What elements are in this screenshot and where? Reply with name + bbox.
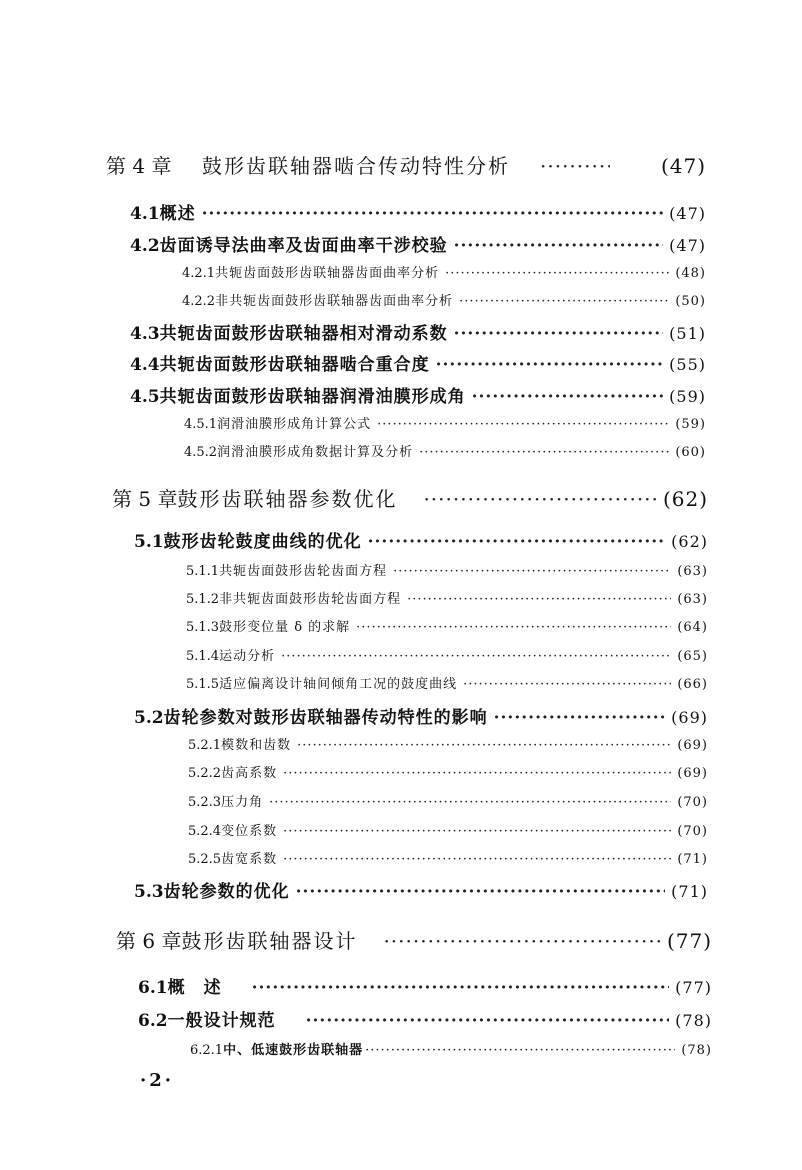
toc-title: 中、低速鼓形齿联轴器 (223, 1043, 364, 1058)
toc-leader-dots (269, 795, 671, 810)
toc-page: (59) (669, 387, 706, 406)
toc-subsection-row[interactable] (182, 290, 706, 309)
toc-label: 4.5 (130, 387, 160, 407)
toc-page: (66) (677, 677, 708, 692)
toc-label: 第 4 章 (106, 154, 172, 178)
toc-page: (63) (677, 564, 708, 579)
toc-leader-dots (283, 824, 671, 839)
toc-chapter-row[interactable] (106, 150, 706, 179)
toc-leader-dots (202, 204, 664, 224)
toc-title: 齿宽系数 (221, 852, 278, 867)
toc-section-row[interactable] (130, 350, 706, 375)
toc-label: 5.2.3 (188, 795, 222, 810)
toc-page: (78) (675, 1011, 712, 1030)
toc-section-row[interactable] (134, 877, 708, 902)
toc-leader-dots (368, 532, 666, 552)
toc-leader-dots (472, 387, 664, 407)
toc-page: (48) (675, 266, 706, 281)
toc-page: (69) (677, 738, 708, 753)
toc-title: 鼓形齿联轴器设计 (181, 929, 358, 953)
toc-subsection-row[interactable] (184, 413, 706, 432)
toc-subsection-row[interactable] (186, 673, 708, 692)
toc-subsection-row[interactable] (188, 848, 708, 867)
toc-label: 5.2 (134, 708, 164, 728)
toc-page: (47) (669, 236, 706, 255)
toc-section-row[interactable] (138, 973, 712, 998)
toc-label: 5.1.1 (186, 564, 220, 579)
toc-title: 齿轮参数的优化 (163, 882, 290, 902)
toc-page: (59) (675, 417, 706, 432)
toc-leader-dots (296, 882, 666, 902)
toc-title: 概述 (159, 204, 196, 224)
toc-title: 变位系数 (221, 824, 278, 839)
toc-title: 鼓形齿联轴器参数优化 (177, 487, 398, 511)
toc-leader-dots (459, 294, 669, 309)
toc-page: (69) (677, 766, 708, 781)
toc-title: 非共轭齿面鼓形齿轮齿面方程 (219, 592, 402, 607)
toc-leader-dots (393, 564, 671, 579)
toc-subsection-row[interactable] (188, 820, 708, 839)
toc-page: (60) (675, 445, 706, 460)
toc-title: 共轭齿面鼓形齿联轴器相对滑动系数 (159, 324, 448, 344)
toc-subsection-row[interactable] (184, 441, 706, 460)
toc-title: 适应偏离设计轴间倾角工况的鼓度曲线 (219, 677, 458, 692)
toc-label: 4.2 (130, 236, 160, 256)
toc-page: (70) (677, 795, 708, 810)
toc-label: 5.1.5 (186, 677, 220, 692)
toc-leader-dots (377, 417, 669, 432)
toc-label: 4.1 (130, 204, 160, 224)
toc-subsection-row[interactable] (186, 645, 708, 664)
toc-leader-dots (540, 154, 610, 178)
toc-title: 润滑油膜形成角计算公式 (217, 417, 372, 432)
page-number: ·2· (140, 1070, 175, 1091)
toc-label: 第 6 章 (116, 929, 182, 953)
toc-leader-dots (281, 649, 671, 664)
toc-chapter-row[interactable] (112, 483, 708, 512)
toc-section-row[interactable] (130, 382, 706, 407)
toc-title: 共轭齿面鼓形齿联轴器齿面曲率分析 (215, 266, 440, 281)
toc-subsection-row[interactable] (186, 616, 708, 635)
toc-subsection-row[interactable] (182, 262, 706, 281)
toc-leader-dots (436, 355, 664, 375)
toc-label: 第 5 章 (112, 487, 178, 511)
toc-chapter-row[interactable] (116, 925, 712, 954)
toc-leader-dots (306, 1011, 670, 1031)
toc-subsection-row[interactable] (188, 734, 708, 753)
toc-title: 共轭齿面鼓形齿轮齿面方程 (219, 564, 388, 579)
toc-label: 5.1.4 (186, 649, 220, 664)
toc-page: (70) (677, 824, 708, 839)
toc-page: (55) (669, 355, 706, 374)
toc-leader-dots (356, 620, 671, 635)
toc-title: 模数和齿数 (221, 738, 292, 753)
toc-page: (71) (671, 882, 708, 901)
toc-title: 一般设计规范 (167, 1011, 276, 1031)
toc-title: 齿高系数 (221, 766, 278, 781)
toc-leader-dots (297, 738, 671, 753)
toc-page: (50) (675, 294, 706, 309)
toc-label: 4.2.2 (182, 294, 216, 309)
toc-label: 5.1 (134, 532, 164, 552)
toc-label: 4.3 (130, 324, 160, 344)
toc-section-row[interactable] (134, 527, 708, 552)
toc-subsection-row[interactable] (188, 791, 708, 810)
toc-leader-dots (454, 236, 664, 256)
toc-leader-dots (283, 766, 671, 781)
toc-page: (63) (677, 592, 708, 607)
toc-leader-dots (463, 677, 671, 692)
toc-title: 鼓形齿联轴器啮合传动特性分析 (202, 154, 510, 178)
toc-page: (62) (662, 487, 708, 511)
toc-label: 6.1 (138, 978, 168, 998)
toc-label: 5.2.5 (188, 852, 222, 867)
toc-leader-dots (383, 929, 660, 953)
toc-label: 5.2.2 (188, 766, 222, 781)
toc-leader-dots (494, 708, 666, 728)
toc-page: (64) (677, 620, 708, 635)
toc-leader-dots (454, 324, 664, 344)
toc-label: 5.3 (134, 882, 164, 902)
toc-label: 6.2 (138, 1011, 168, 1031)
toc-title: 鼓形变位量 δ 的求解 (219, 620, 351, 635)
toc-page: (47) (669, 204, 706, 223)
toc-page: (78) (681, 1043, 712, 1058)
toc-label: 4.5.2 (184, 445, 218, 460)
toc-subsection-row[interactable] (188, 762, 708, 781)
toc-leader-dots (419, 445, 669, 460)
toc-label: 4.5.1 (184, 417, 218, 432)
toc-page: (65) (677, 649, 708, 664)
toc-leader-dots (252, 978, 670, 998)
toc-page: (77) (666, 929, 712, 953)
toc-leader-dots (283, 852, 671, 867)
toc-title: 鼓形齿轮鼓度曲线的优化 (163, 532, 362, 552)
toc-leader-dots (445, 266, 669, 281)
toc-subsection-row[interactable] (186, 560, 708, 579)
toc-label: 4.4 (130, 355, 160, 375)
toc-label: 5.2.1 (188, 738, 222, 753)
toc-label: 5.1.3 (186, 620, 220, 635)
toc-title: 齿面诱导法曲率及齿面曲率干涉校验 (159, 236, 448, 256)
toc-page: (71) (677, 852, 708, 867)
toc-title: 概 述 (167, 978, 222, 998)
toc-title: 共轭齿面鼓形齿联轴器润滑油膜形成角 (159, 387, 466, 407)
toc-section-row[interactable] (138, 1006, 712, 1031)
toc-title: 润滑油膜形成角数据计算及分析 (217, 445, 414, 460)
toc-page: (47) (660, 154, 706, 178)
toc-title: 非共轭齿面鼓形齿联轴器齿面曲率分析 (215, 294, 454, 309)
toc-page: (69) (671, 708, 708, 727)
toc-leader-dots (365, 1043, 675, 1058)
toc-subsection-row[interactable] (190, 1039, 712, 1058)
toc-label: 5.1.2 (186, 592, 220, 607)
toc-title: 齿轮参数对鼓形齿联轴器传动特性的影响 (163, 708, 488, 728)
toc-leader-dots (407, 592, 671, 607)
toc-label: 6.2.1 (190, 1043, 224, 1058)
toc-title: 共轭齿面鼓形齿联轴器啮合重合度 (159, 355, 430, 375)
toc-title: 运动分析 (219, 649, 276, 664)
toc-leader-dots (423, 487, 656, 511)
toc-page: (51) (669, 324, 706, 343)
toc-page: (77) (675, 978, 712, 997)
toc-label: 5.2.4 (188, 824, 222, 839)
toc-section-row[interactable] (130, 231, 706, 256)
toc-page: (62) (671, 532, 708, 551)
toc-subsection-row[interactable] (186, 588, 708, 607)
toc-section-row[interactable] (134, 703, 708, 728)
toc-title: 压力角 (221, 795, 264, 810)
toc-section-row[interactable] (130, 319, 706, 344)
toc-label: 4.2.1 (182, 266, 216, 281)
toc-section-row[interactable] (130, 199, 706, 224)
